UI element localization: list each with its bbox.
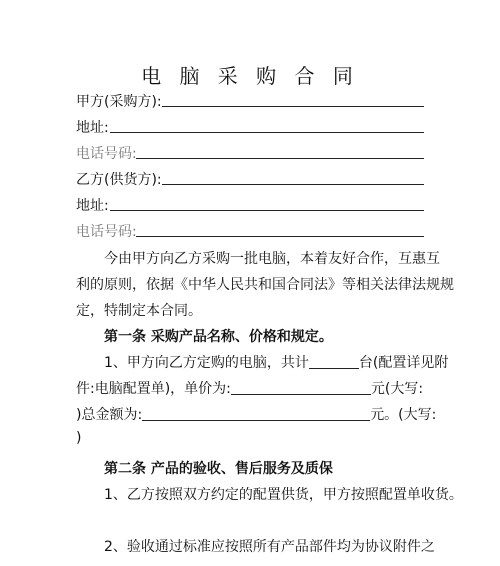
buyer-phone-label: 电话号码: [76, 146, 137, 162]
article-1-line-2 [76, 378, 423, 398]
article-1-line-1-a: 1、甲方向乙方定购的电脑，共计 [104, 355, 309, 371]
article-1-line-3-b: 元。(大写: [370, 407, 437, 423]
buyer-address-label: 地址: [76, 120, 109, 136]
article-2-line-2: 2、验收通过标准应按照所有产品部件均为协议附件之 [104, 539, 435, 555]
intro-line-2: 利的原则，依据《中华人民共和国合同法》等相关法律法规规 [76, 277, 454, 293]
article-1-line-2-b: 元(大写: [370, 381, 424, 397]
buyer-label: 甲方(采购方): [76, 94, 162, 110]
article-1-line-4: ) [76, 430, 82, 446]
article-1-line-3 [76, 404, 436, 424]
unit-price-blank[interactable] [231, 380, 371, 395]
article-1-line-1 [104, 352, 448, 372]
article-2-heading: 第二条 产品的验收、售后服务及质保 [104, 461, 333, 477]
seller-label: 乙方(供货方): [76, 172, 162, 188]
buyer-address-blank[interactable] [110, 132, 424, 133]
article-1-line-3-a: )总金额为: [76, 407, 143, 423]
article-1-line-1-b: 台(配置详见附 [358, 355, 449, 371]
intro-line-3: 定，特制定本合同。 [76, 303, 202, 319]
seller-phone-label: 电话号码: [76, 224, 137, 240]
seller-address-label: 地址: [76, 198, 109, 214]
intro-line-1: 今由甲方向乙方采购一批电脑，本着友好合作，互惠互 [104, 251, 440, 267]
quantity-blank[interactable] [309, 354, 359, 369]
article-1-line-2-a: 件:电脑配置单)，单价为: [76, 381, 231, 397]
total-amount-blank[interactable] [142, 406, 370, 421]
seller-phone-blank[interactable] [136, 236, 424, 237]
seller-blank[interactable] [162, 184, 424, 185]
article-2-line-1: 1、乙方按照双方约定的配置供货，甲方按照配置单收货。 [104, 487, 463, 503]
article-1-heading: 第一条 采购产品名称、价格和规定。 [104, 329, 333, 345]
seller-address-blank[interactable] [110, 210, 424, 211]
buyer-blank[interactable] [162, 106, 424, 107]
page-title: 电 脑 采 购 合 同 [141, 64, 359, 88]
buyer-phone-blank[interactable] [136, 158, 424, 159]
